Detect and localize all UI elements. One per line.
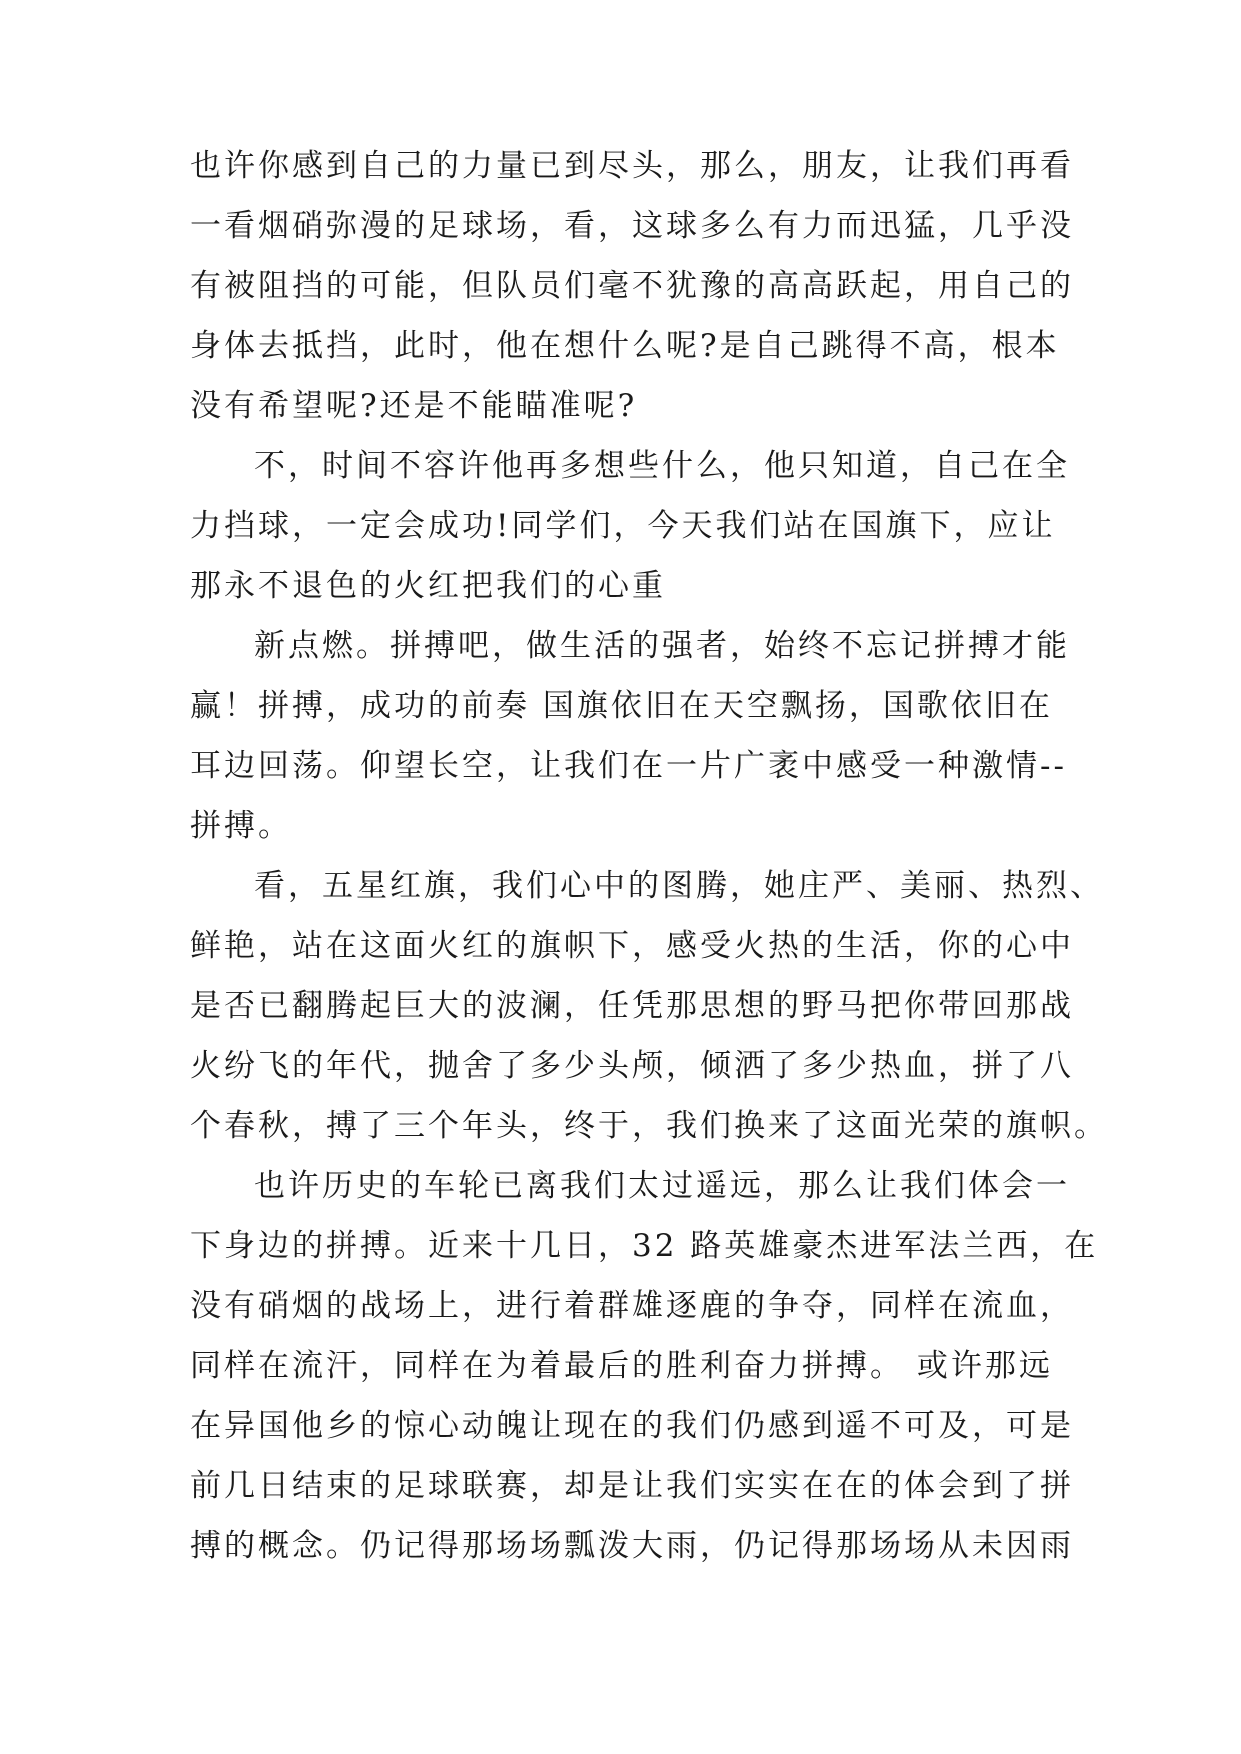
text-line: 耳边回荡。仰望长空，让我们在一片广袤中感受一种激情-- xyxy=(190,748,1067,784)
text-line: 力挡球，一定会成功!同学们，今天我们站在国旗下，应让 xyxy=(190,508,1056,544)
paragraph-start-line: 看，五星红旗，我们心中的图腾，她庄严、美丽、热烈、 xyxy=(254,868,1104,904)
text-line: 那永不退色的火红把我们的心重 xyxy=(190,568,666,604)
text-line: 下身边的拼搏。近来十几日，32 路英雄豪杰进军法兰西，在 xyxy=(190,1228,1099,1264)
text-line: 鲜艳，站在这面火红的旗帜下，感受火热的生活，你的心中 xyxy=(190,928,1074,964)
text-line: 是否已翻腾起巨大的波澜，任凭那思想的野马把你带回那战 xyxy=(190,988,1074,1024)
paragraph-start-line: 不，时间不容许他再多想些什么，他只知道，自己在全 xyxy=(254,448,1070,484)
text-line: 身体去抵挡，此时，他在想什么呢?是自己跳得不高，根本 xyxy=(190,328,1060,364)
text-line: 同样在流汗，同样在为着最后的胜利奋力拼搏。 或许那远 xyxy=(190,1348,1053,1384)
text-line: 搏的概念。仍记得那场场瓢泼大雨，仍记得那场场从未因雨 xyxy=(190,1528,1074,1564)
text-line: 前几日结束的足球联赛，却是让我们实实在在的体会到了拼 xyxy=(190,1468,1074,1504)
text-line: 赢！拼搏，成功的前奏 国旗依旧在天空飘扬，国歌依旧在 xyxy=(190,688,1053,724)
text-line: 个春秋，搏了三个年头，终于，我们换来了这面光荣的旗帜。 xyxy=(190,1108,1108,1144)
text-line: 有被阻挡的可能，但队员们毫不犹豫的高高跃起，用自己的 xyxy=(190,268,1074,304)
paragraph-start-line: 新点燃。拼搏吧，做生活的强者，始终不忘记拼搏才能 xyxy=(254,628,1070,664)
text-line: 火纷飞的年代，抛舍了多少头颅，倾洒了多少热血，拼了八 xyxy=(190,1048,1074,1084)
text-line: 拼搏。 xyxy=(190,808,292,844)
text-line: 也许你感到自己的力量已到尽头，那么，朋友，让我们再看 xyxy=(190,148,1074,184)
text-line: 在异国他乡的惊心动魄让现在的我们仍感到遥不可及，可是 xyxy=(190,1408,1074,1444)
paragraph-start-line: 也许历史的车轮已离我们太过遥远，那么让我们体会一 xyxy=(254,1168,1070,1204)
text-line: 没有希望呢?还是不能瞄准呢? xyxy=(190,388,638,424)
text-line: 没有硝烟的战场上，进行着群雄逐鹿的争夺，同样在流血， xyxy=(190,1288,1074,1324)
text-line: 一看烟硝弥漫的足球场，看，这球多么有力而迅猛，几乎没 xyxy=(190,208,1074,244)
document-body xyxy=(190,136,1108,1576)
